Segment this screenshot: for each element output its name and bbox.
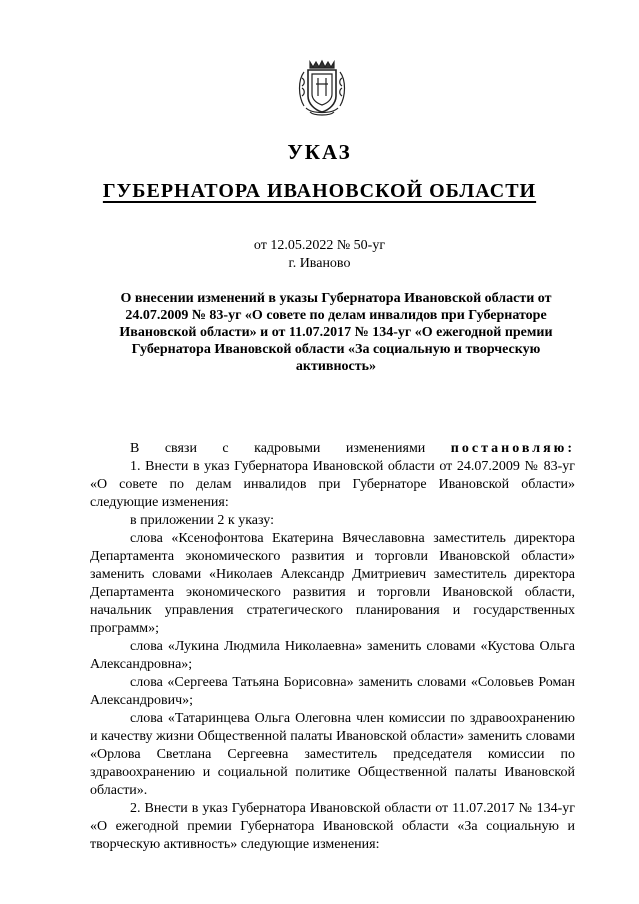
document-title: УКАЗ (287, 140, 352, 164)
paragraph-2: 2. Внести в указ Губернатора Ивановской области от 11.07.2017 № 134-уг «О ежегодной премии Губернатора Ивановской области «За социальную и творческую активность» следующие изменения: (90, 801, 575, 852)
decree-word: постановляю: (450, 441, 576, 456)
coat-of-arms-emblem (296, 56, 348, 120)
document-body (90, 440, 575, 854)
paragraph-1: 1. Внести в указ Губернатора Ивановской области от 24.07.2009 № 83-уг «О совете по делам инвалидов при Губернаторе Ивановской области» следующие изменения: (90, 459, 575, 510)
document-subject: О внесении изменений в указы Губернатора Ивановской области от 24.07.2009 № 83-уг «О совете по делам инвалидов при Губернаторе Ивановской области» и от 11.07.2017 № 134-уг «О ежегодной премии Губернатора Ивановской области «За социальную и творческую активность» (119, 291, 553, 374)
paragraph-1c: слова «Лукина Людмила Николаевна» заменить словами «Кустова Ольга Александровна»; (90, 639, 575, 672)
document-date-number: от 12.05.2022 № 50-уг (253, 238, 386, 253)
document-issuer: ГУБЕРНАТОРА ИВАНОВСКОЙ ОБЛАСТИ (102, 180, 537, 202)
paragraph-1b: слова «Ксенофонтова Екатерина Вячеславовна заместитель директора Департамента экономического развития и торговли Ивановской области» заменить словами «Николаев Александр Дмитриевич заместитель директора Департамента экономического развития и торговли Ивановской области, начальник управления стратегического планирования и государственных программ»; (90, 531, 575, 636)
document-city: г. Иваново (288, 256, 351, 271)
document-date-block (0, 237, 639, 273)
preamble-text: В связи с кадровыми изменениями (130, 441, 426, 456)
paragraph-1a: в приложении 2 к указу: (130, 513, 274, 528)
paragraph-1e: слова «Татаринцева Ольга Олеговна член комиссии по здравоохранению и качеству жизни Общественной палаты Ивановской области» заменить словами «Орлова Светлана Сергеевна заместитель председателя комиссии по здравоохранению и социальной политике Общественной палаты Ивановской области». (90, 711, 575, 798)
paragraph-1d: слова «Сергеева Татьяна Борисовна» заменить словами «Соловьев Роман Александрович»; (90, 675, 575, 708)
preamble-paragraph (90, 440, 575, 458)
